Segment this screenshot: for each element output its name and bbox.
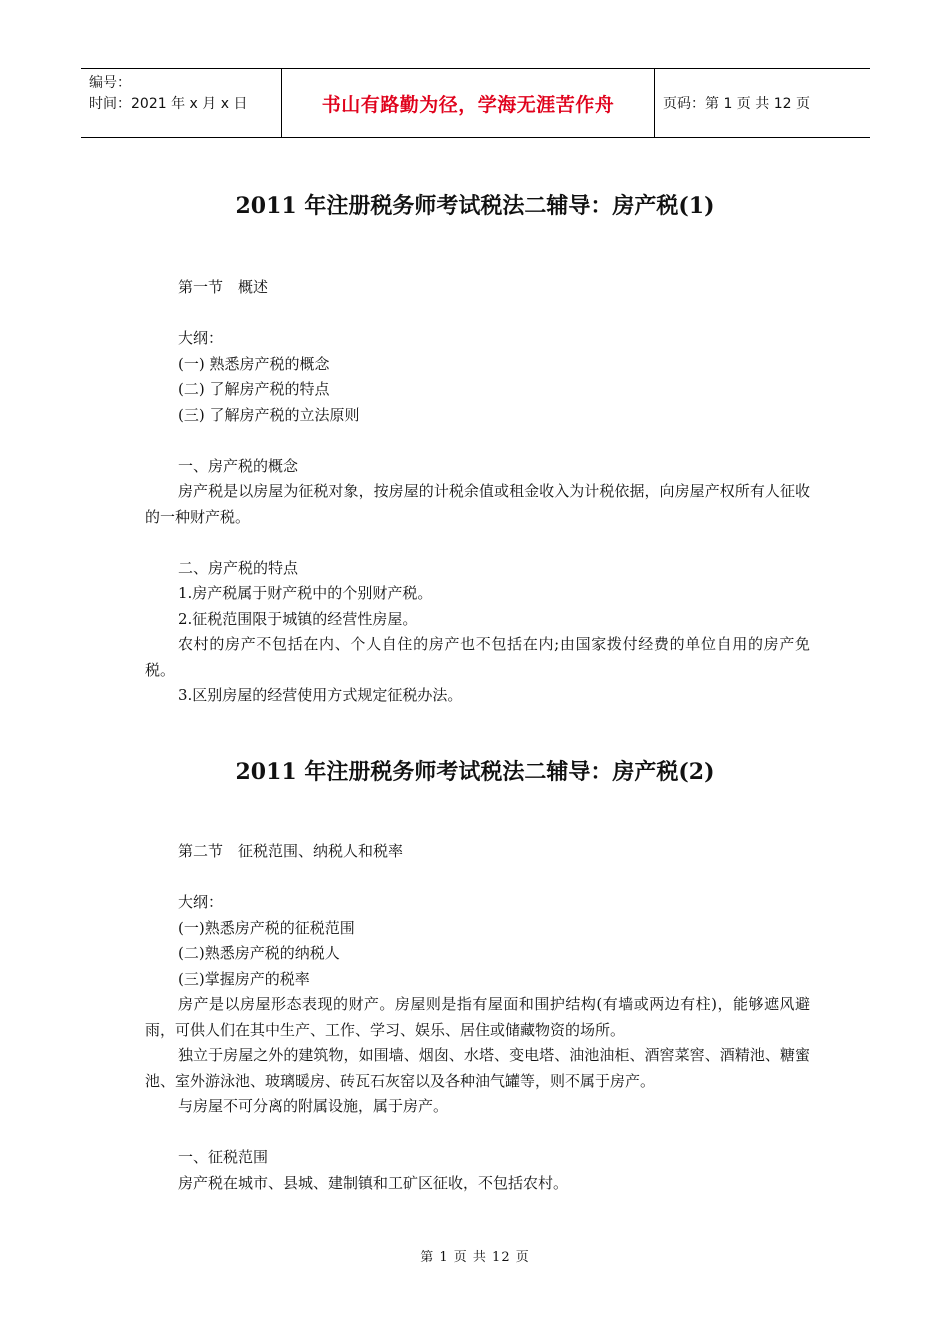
section2-heading: 第二节 征税范围、纳税人和税率 [178, 842, 404, 860]
header-page-info: 页码：第 1 页 共 12 页 [663, 96, 810, 112]
outline-label: 大纲： [178, 893, 224, 911]
definition-paragraph: 房产是以房屋形态表现的财产。房屋则是指有屋面和围护结构(有墙或两边有柱)，能够遮风避雨，可供人们在其中生产、工作、学习、娱乐、居住或储藏物资的场所。 [145, 995, 810, 1039]
exclusion-paragraph: 独立于房屋之外的建筑物，如围墙、烟囱、水塔、变电塔、油池油柜、酒窖菜窖、酒精池、糖蜜池、室外游泳池、玻璃暖房、砖瓦石灰窑以及各种油气罐等，则不属于房产。 [145, 1046, 810, 1090]
outline-item: (三)掌握房产的税率 [178, 969, 310, 988]
section1-heading: 第一节 概述 [178, 278, 269, 296]
time-label: 时间：2021 年 x 月 x 日 [89, 96, 248, 112]
outline-label: 大纲： [178, 329, 224, 347]
outline-item: (一)熟悉房产税的征税范围 [178, 918, 355, 937]
section2-title: 2011 年注册税务师考试税法二辅导：房产税(2) [235, 759, 715, 785]
number-label: 编号： [89, 75, 131, 91]
scope-paragraph: 房产税在城市、县城、建制镇和工矿区征收，不包括农村。 [178, 1173, 569, 1192]
outline-item: (二) 了解房产税的特点 [178, 380, 330, 398]
feature-note: 农村的房产不包括在内、个人自住的房产也不包括在内;由国家拨付经费的单位自用的房产免税。 [145, 635, 810, 679]
feature-item: 2.征税范围限于城镇的经营性房屋。 [178, 609, 418, 628]
document-header [81, 68, 870, 138]
feature-item: 1.房产税属于财产税中的个别财产税。 [178, 584, 433, 602]
section2-body [145, 839, 810, 1196]
feature-item: 3.区别房屋的经营使用方式规定征税办法。 [178, 686, 463, 704]
header-motto: 书山有路勤为径，学海无涯苦作舟 [282, 69, 655, 137]
concept-heading: 一、房产税的概念 [178, 456, 299, 475]
page-footer: 第 1 页 共 12 页 [420, 1250, 530, 1265]
attachment-paragraph: 与房屋不可分离的附属设施，属于房产。 [178, 1097, 449, 1115]
concept-paragraph: 房产税是以房屋为征税对象，按房屋的计税余值或租金收入为计税依据，向房屋产权所有人征收的一种财产税。 [145, 482, 810, 526]
outline-item: (一) 熟悉房产税的概念 [178, 354, 330, 373]
features-heading: 二、房产税的特点 [178, 558, 299, 577]
header-meta [81, 69, 282, 137]
outline-item: (二)熟悉房产税的纳税人 [178, 944, 340, 962]
scope-heading: 一、征税范围 [178, 1148, 269, 1166]
section1-body [145, 275, 810, 709]
section1-title: 2011 年注册税务师考试税法二辅导：房产税(1) [235, 193, 715, 219]
outline-item: (三) 了解房产税的立法原则 [178, 405, 360, 424]
